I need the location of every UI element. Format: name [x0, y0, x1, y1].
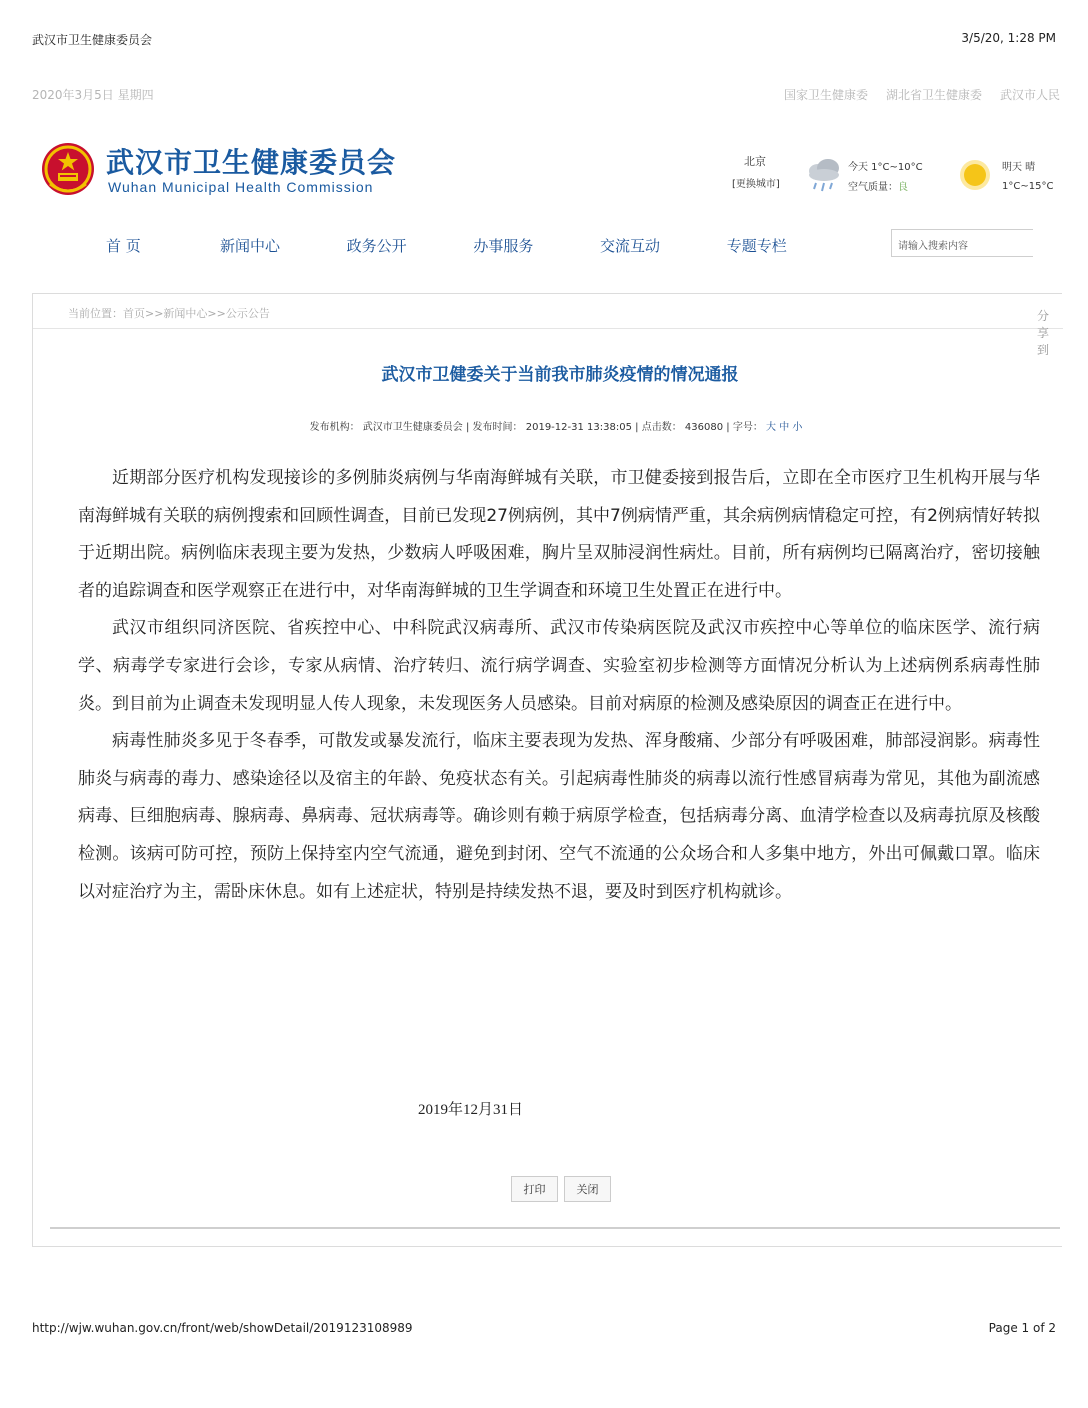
top-link-hubei[interactable]: 湖北省卫生健康委: [885, 88, 982, 102]
font-size-label: | 字号：: [726, 422, 763, 433]
font-size-medium[interactable]: 中: [779, 422, 790, 433]
top-link-nhc[interactable]: 国家卫生健康委: [783, 88, 868, 102]
hits-label: | 点击数：: [635, 422, 682, 433]
current-date: 2020年3月5日 星期四: [32, 88, 154, 102]
nav-gov-affairs[interactable]: 政务公开: [346, 237, 407, 255]
article-body: [78, 460, 1040, 911]
sun-icon: [958, 158, 992, 192]
print-button[interactable]: 打印: [511, 1176, 558, 1202]
article-title: 武汉市卫健委关于当前我市肺炎疫情的情况通报: [381, 365, 739, 385]
hits-count: 436080: [684, 422, 724, 433]
publish-time-label: | 发布时间：: [465, 422, 523, 433]
article-paragraph: 病毒性肺炎多见于冬春季，可散发或暴发流行，临床主要表现为发热、浑身酸痛、少部分有呼吸困难，肺部浸润影。病毒性肺炎与病毒的毒力、感染途径以及宿主的年龄、免疫状态有关。引起病毒性肺炎的病毒以流行性感冒病毒为常见，其他为副流感病毒、巨细胞病毒、腺病毒、鼻病毒、冠状病毒等。确诊则有赖于病原学检查，包括病毒分离、血清学检查以及病毒抗原及核酸检测。该病可防可控，预防上保持室内空气流通，避免到封闭、空气不流通的公众场合和人多集中地方，外出可佩戴口罩。临床以对症治疗为主，需卧床休息。如有上述症状，特别是持续发热不退，要及时到医疗机构就诊。: [78, 731, 1040, 902]
article-meta: [0, 418, 1088, 433]
nav-interaction[interactable]: 交流互动: [600, 237, 661, 255]
nav-news[interactable]: 新闻中心: [220, 237, 281, 255]
sign-date: 2019年12月31日: [418, 1102, 524, 1118]
publisher: 武汉市卫生健康委员会: [362, 422, 463, 433]
font-size-large[interactable]: 大: [766, 422, 777, 433]
search-input[interactable]: 请输入搜索内容: [891, 229, 1033, 257]
top-links: [784, 86, 1060, 103]
weather-tomorrow: 明天 晴: [1002, 162, 1036, 173]
site-title-en: Wuhan Municipal Health Commission: [108, 179, 374, 195]
weather-city: 北京: [744, 155, 766, 168]
share-label-char: 到: [1036, 343, 1049, 357]
divider: [50, 1227, 1060, 1229]
close-button[interactable]: 关闭: [564, 1176, 611, 1202]
article-paragraph: 武汉市组织同济医院、省疾控中心、中科院武汉病毒所、武汉市传染病医院及武汉市疾控中心等单位的临床医学、流行病学、病毒学专家进行会诊，专家从病情、治疗转归、流行病学调查、实验室初步检测等方面情况分析认为上述病例系病毒性肺炎。到目前为止调查未发现明显人传人现象，未发现医务人员感染。目前对病原的检测及感染原因的调查正在进行中。: [78, 618, 1040, 714]
air-quality-value: 良: [898, 182, 908, 193]
weather-today: 今天 1°C~10°C: [848, 162, 923, 173]
print-page-title: 武汉市卫生健康委员会: [32, 33, 153, 47]
publisher-label: 发布机构：: [309, 422, 360, 433]
cloud-rain-icon: [804, 155, 844, 195]
print-timestamp: 3/5/20, 1:28 PM: [961, 31, 1056, 45]
air-quality-label: 空气质量：: [848, 182, 898, 193]
weather-tomorrow-temp: 1°C~15°C: [1002, 181, 1054, 192]
share-label-char: 分: [1036, 309, 1049, 323]
print-footer-url: http://wjw.wuhan.gov.cn/front/web/showDetail/2019123108989: [32, 1321, 413, 1335]
share-widget[interactable]: [1036, 308, 1050, 359]
main-nav: [60, 235, 820, 261]
nav-services[interactable]: 办事服务: [473, 237, 534, 255]
site-title-cn: 武汉市卫生健康委员会: [106, 146, 397, 179]
breadcrumb: 当前位置：首页>>新闻中心>>公示公告: [68, 307, 270, 320]
air-quality: [848, 178, 908, 193]
national-emblem-icon: [40, 140, 96, 200]
print-footer-page: Page 1 of 2: [988, 1321, 1056, 1335]
font-size-small[interactable]: 小: [792, 422, 803, 433]
nav-topics[interactable]: 专题专栏: [726, 237, 787, 255]
share-label-char: 享: [1036, 326, 1049, 340]
top-link-wuhan-gov[interactable]: 武汉市人民: [999, 88, 1060, 102]
switch-city-link[interactable]: [更换城市]: [732, 179, 780, 190]
nav-home[interactable]: 首 页: [105, 237, 141, 255]
article-paragraph: 近期部分医疗机构发现接诊的多例肺炎病例与华南海鲜城有关联，市卫健委接到报告后，立即在全市医疗卫生机构开展与华南海鲜城有关联的病例搜索和回顾性调查，目前已发现27例病例，其中7例病情严重，其余病例病情稳定可控，有2例病情好转拟于近期出院。病例临床表现主要为发热，少数病人呼吸困难，胸片呈双肺浸润性病灶。目前，所有病例均已隔离治疗，密切接触者的追踪调查和医学观察正在进行中，对华南海鲜城的卫生学调查和环境卫生处置正在进行中。: [78, 468, 1040, 601]
publish-time: 2019-12-31 13:38:05: [525, 422, 632, 433]
